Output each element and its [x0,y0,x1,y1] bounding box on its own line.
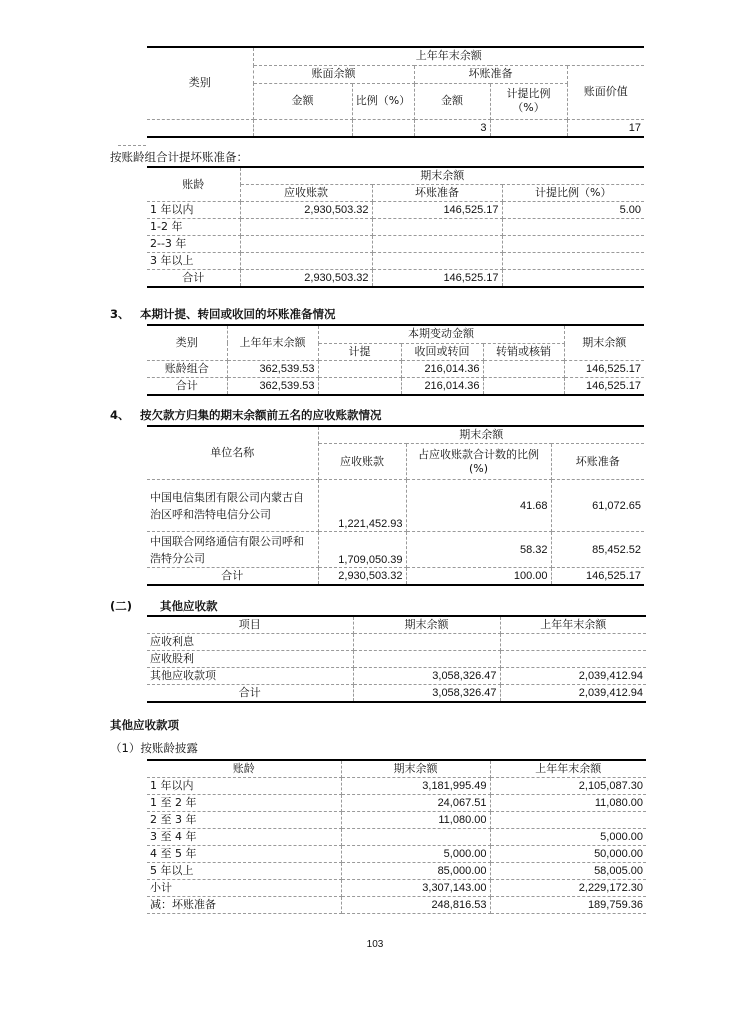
header-bad-debt: 坏账准备 [372,185,502,202]
cell: 2,930,503.32 [240,202,372,219]
other-receivables-aging-table [147,759,646,914]
header-amount: 金额 [253,83,352,119]
row-label-total: 合计 [147,270,240,288]
section-title-other-receivable-items: 其他应收款项 [110,718,179,732]
cell: 58.32 [406,532,551,568]
cell: 2,229,172.30 [490,880,646,897]
section-title: 按欠款方归集的期末余额前五名的应收账款情况 [140,408,382,422]
cell [240,236,372,253]
row-label: 3 至 4 年 [147,829,341,846]
row-label: 1 年以内 [147,202,240,219]
cell: 5.00 [502,202,644,219]
section-heading-other-receivables [110,598,218,614]
row-label: 1 至 2 年 [147,795,341,812]
row-label: 账龄组合 [147,361,227,378]
header-provision-ratio: 计提比例（%） [502,185,644,202]
cell: 2,930,503.32 [240,270,372,288]
header-book-value: 账面价值 [567,65,644,119]
cell [353,634,500,651]
cell: 5,000.00 [341,846,490,863]
row-label: 1 年以内 [147,778,341,795]
row-label: 4 至 5 年 [147,846,341,863]
header-ar: 应收账款 [318,444,406,480]
cell: 11,080.00 [490,795,646,812]
section-title: 其他应收款 [160,599,218,613]
header-ratio: 比例（%） [352,83,414,119]
cell: 146,525.17 [564,361,644,378]
row-label: 5 年以上 [147,863,341,880]
cell [147,119,253,137]
header-recovered: 收回或转回 [401,343,483,361]
cell: 3,307,143.00 [341,880,490,897]
header-item: 项目 [147,616,353,634]
header-unit-name: 单位名称 [147,426,318,480]
cell [372,219,502,236]
header-ar: 应收账款 [240,185,372,202]
debtor-name: 中国联合网络通信有限公司呼和浩特分公司 [147,532,318,568]
cell [500,651,646,668]
cell [372,236,502,253]
cell [240,219,372,236]
section-number: 3、 [110,307,130,321]
header-period-end: 期末余额 [318,426,644,444]
subsection-title-aging: （1）按账龄披露 [110,741,198,755]
row-label-total: 合计 [147,378,227,396]
cell: 216,014.36 [401,378,483,396]
cell: 3,058,326.47 [353,685,500,703]
section-title-aging-provision: 按账龄组合计提坏账准备： [110,150,248,164]
cell: 2,105,087.30 [490,778,646,795]
header-prior-year-end: 上年年末余额 [500,616,646,634]
cell: 3,181,995.49 [341,778,490,795]
header-period-end: 期末余额 [353,616,500,634]
cell [372,253,502,270]
header-prior-year-end: 上年年末余额 [490,760,646,778]
cell: 50,000.00 [490,846,646,863]
row-label: 3 年以上 [147,253,240,270]
page-number: 103 [366,939,384,950]
cell: 146,525.17 [372,270,502,288]
section-heading-4 [110,407,382,423]
debtor-name: 中国电信集团有限公司内蒙古自治区呼和浩特电信分公司 [147,480,318,532]
cell: 2,930,503.32 [318,568,406,586]
cell [490,812,646,829]
cell: 2,039,412.94 [500,685,646,703]
cell: 146,525.17 [564,378,644,396]
cell [502,270,644,288]
section-title: 本期计提、转回或收回的坏账准备情况 [140,307,336,321]
cell: 3,058,326.47 [353,668,500,685]
section-heading-3 [110,306,336,322]
header-percentage: 占应收账款合计数的比例(%) [406,444,551,480]
section-number: 4、 [110,408,130,422]
row-label: 1-2 年 [147,219,240,236]
cell: 248,816.53 [341,897,490,914]
cell: 3 [414,119,490,137]
other-receivables-table [147,615,646,703]
cell: 41.68 [406,480,551,532]
row-label: 应收利息 [147,634,353,651]
row-label: 2--3 年 [147,236,240,253]
section-number: (二) [110,599,133,613]
cell [490,119,567,137]
cell: 61,072.65 [551,480,644,532]
header-category: 类别 [147,325,227,361]
cell [318,378,401,396]
cell: 146,525.17 [551,568,644,586]
cell: 5,000.00 [490,829,646,846]
row-label-total: 合计 [147,568,318,586]
row-label-less-provision: 减：坏账准备 [147,897,341,914]
cell [483,361,564,378]
header-prior-year-end: 上年年末余额 [227,325,318,361]
footnote-divider [118,145,146,146]
header-period-change: 本期变动金额 [318,325,564,343]
cell: 146,525.17 [372,202,502,219]
cell [502,219,644,236]
header-period-end: 期末余额 [240,167,644,185]
provision-changes-table [147,324,644,396]
header-accrued: 计提 [318,343,401,361]
cell [483,378,564,396]
row-label: 应收股利 [147,651,353,668]
cell: 216,014.36 [401,361,483,378]
header-bad-debt: 坏账准备 [414,65,567,83]
cell: 1,221,452.93 [318,480,406,532]
cell [353,651,500,668]
header-provision-ratio: 计提比例（%） [490,83,567,119]
cell [502,236,644,253]
cell: 11,080.00 [341,812,490,829]
cell [240,253,372,270]
cell: 2,039,412.94 [500,668,646,685]
prior-year-bad-debt-table [147,46,644,138]
cell [500,634,646,651]
header-category: 类别 [147,47,253,119]
cell [352,119,414,137]
row-label: 其他应收款项 [147,668,353,685]
cell: 17 [567,119,644,137]
row-label-total: 合计 [147,685,353,703]
cell [341,829,490,846]
header-period-end: 期末余额 [341,760,490,778]
cell: 362,539.53 [227,378,318,396]
cell [253,119,352,137]
header-book-balance: 账面余额 [253,65,414,83]
header-written-off: 转销或核销 [483,343,564,361]
cell: 85,452.52 [551,532,644,568]
cell: 189,759.36 [490,897,646,914]
cell: 24,067.51 [341,795,490,812]
cell: 58,005.00 [490,863,646,880]
header-prior-year-end: 上年年末余额 [253,47,644,65]
header-aging: 账龄 [147,760,341,778]
header-bad-debt: 坏账准备 [551,444,644,480]
header-amount-2: 金额 [414,83,490,119]
cell: 100.00 [406,568,551,586]
row-label: 2 至 3 年 [147,812,341,829]
cell: 1,709,050.39 [318,532,406,568]
header-period-end: 期末余额 [564,325,644,361]
top-five-debtors-table [147,425,644,586]
cell [502,253,644,270]
aging-provision-table [147,166,644,288]
row-label-subtotal: 小计 [147,880,341,897]
cell: 85,000.00 [341,863,490,880]
cell: 362,539.53 [227,361,318,378]
header-aging: 账龄 [147,167,240,202]
cell [318,361,401,378]
